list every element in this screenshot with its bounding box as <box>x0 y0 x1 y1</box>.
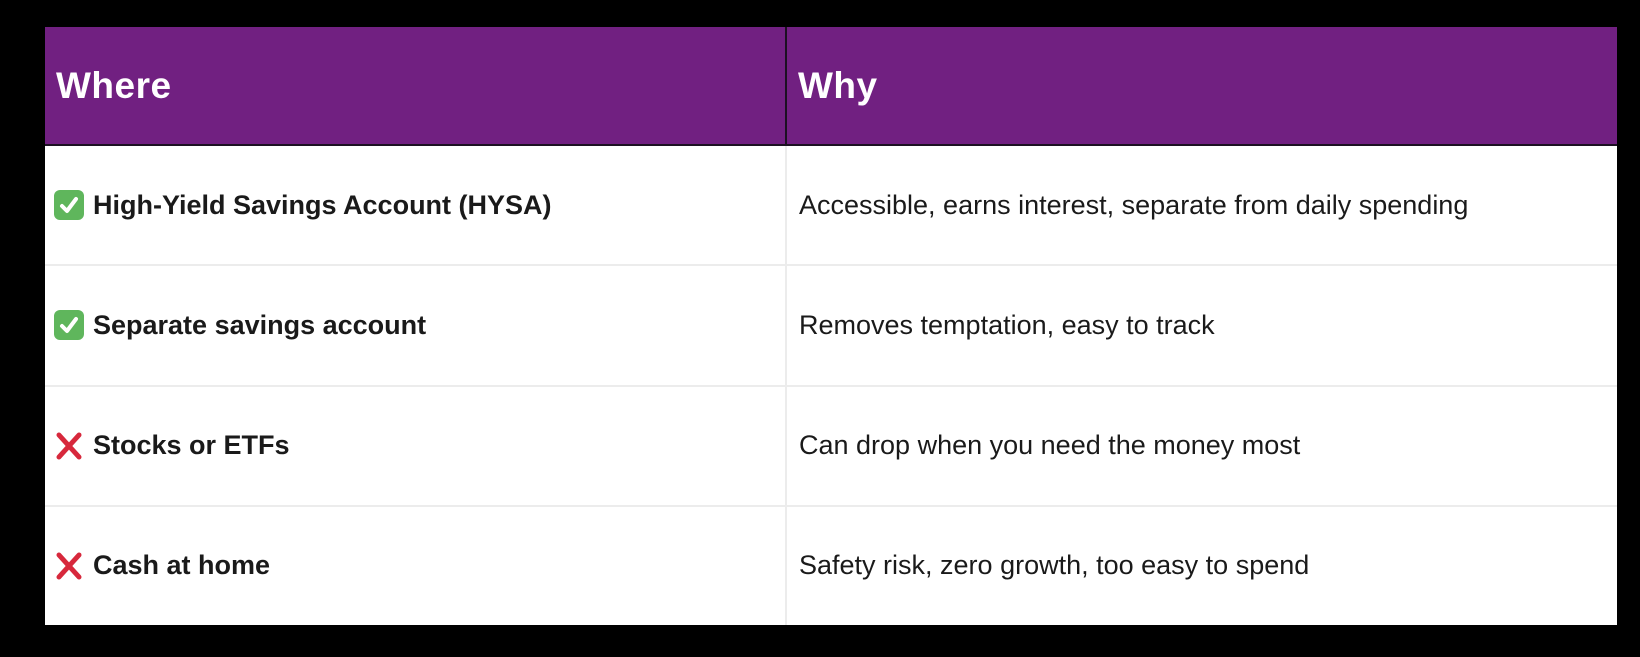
where-cell <box>45 146 785 264</box>
table-row <box>45 385 1617 505</box>
row-why-text: Safety risk, zero growth, too easy to spend <box>799 550 1310 581</box>
row-why-text: Can drop when you need the money most <box>799 430 1301 461</box>
check-icon <box>54 190 84 220</box>
table-header-row <box>45 27 1617 146</box>
row-where-text: Cash at home <box>93 550 271 581</box>
header-cell-why <box>785 27 1617 144</box>
why-cell <box>785 507 1617 625</box>
header-cell-where <box>45 27 785 144</box>
row-why-text: Accessible, earns interest, separate from daily spending <box>799 189 1469 220</box>
cross-icon <box>54 551 84 581</box>
table-row <box>45 146 1617 264</box>
table-row <box>45 505 1617 625</box>
why-cell <box>785 266 1617 384</box>
row-where-text: Separate savings account <box>93 309 427 340</box>
where-cell <box>45 387 785 505</box>
header-label-why: Why <box>798 64 878 106</box>
check-icon <box>54 310 84 340</box>
row-why-text: Removes temptation, easy to track <box>799 309 1215 340</box>
why-cell <box>785 146 1617 264</box>
where-cell <box>45 266 785 384</box>
table-body <box>45 146 1617 625</box>
header-label-where: Where <box>56 64 172 106</box>
comparison-table <box>45 27 1617 625</box>
row-where-text: High-Yield Savings Account (HYSA) <box>93 189 552 220</box>
where-cell <box>45 507 785 625</box>
row-where-text: Stocks or ETFs <box>93 430 290 461</box>
cross-icon <box>54 431 84 461</box>
table-row <box>45 264 1617 384</box>
why-cell <box>785 387 1617 505</box>
